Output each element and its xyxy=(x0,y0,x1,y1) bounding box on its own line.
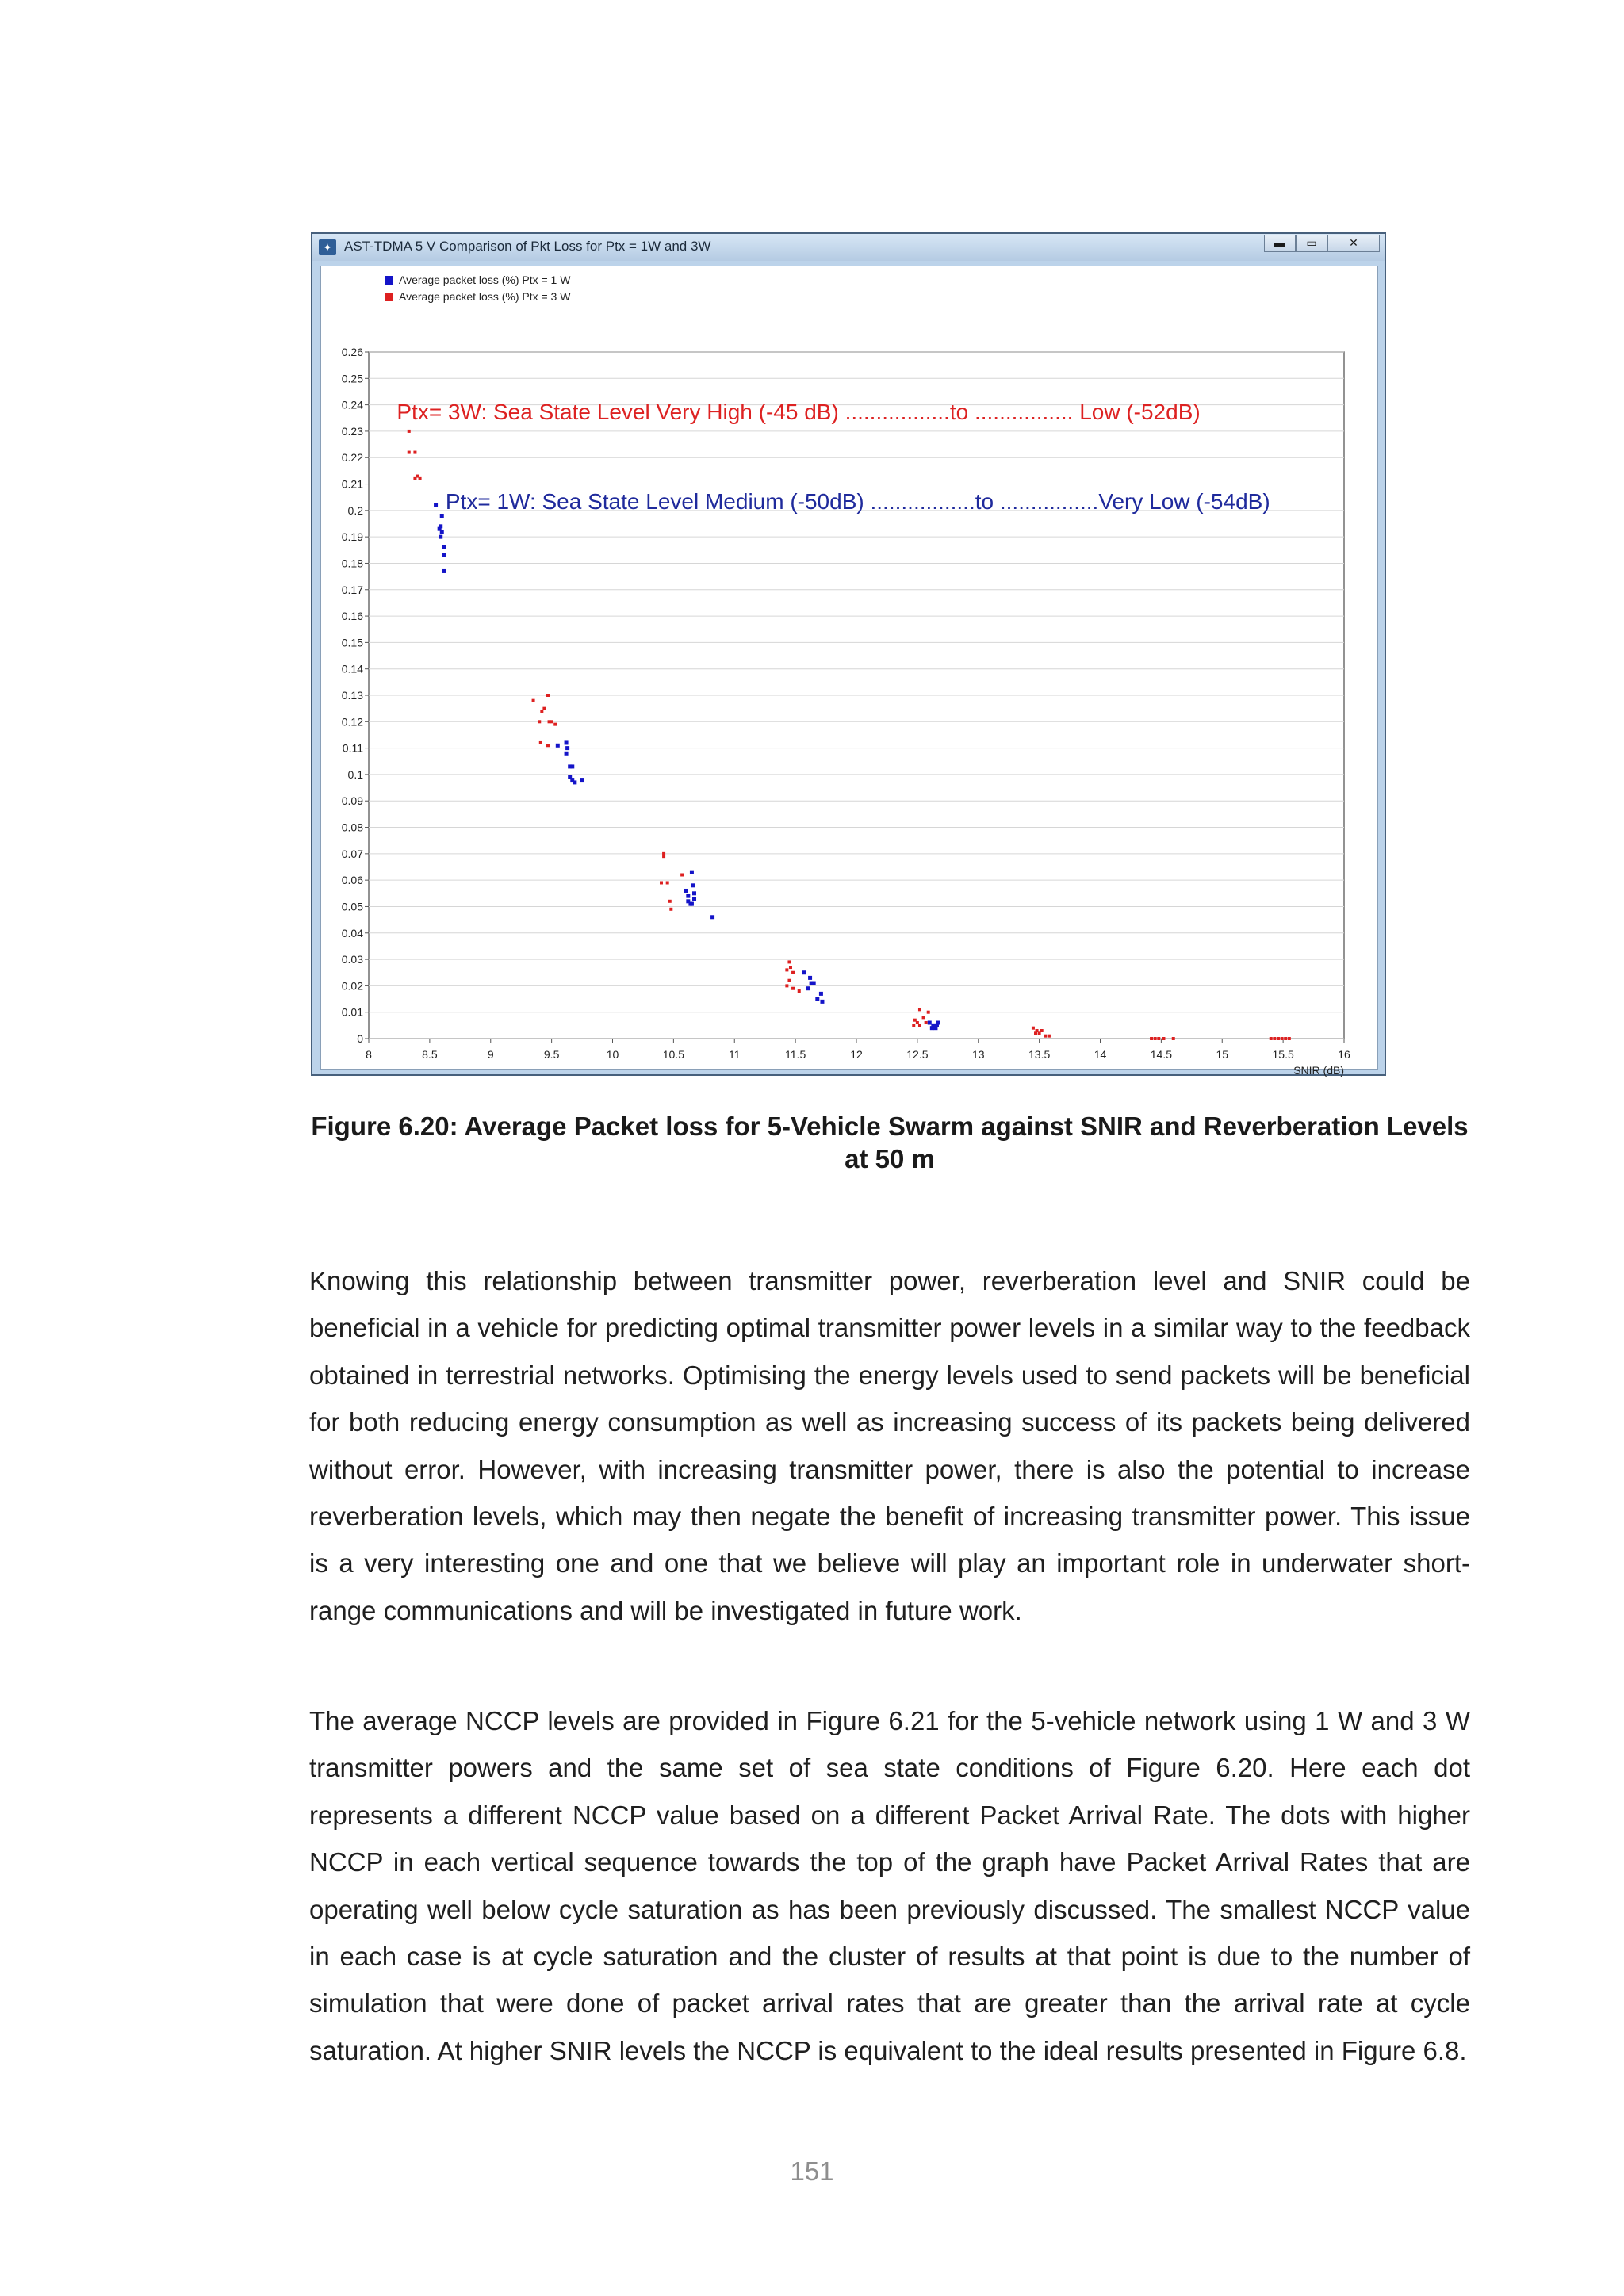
app-icon[interactable]: ✦ xyxy=(319,239,336,255)
data-point-3w xyxy=(666,881,669,884)
data-point-3w xyxy=(1044,1035,1047,1038)
data-point-3w xyxy=(1038,1031,1041,1035)
y-tick-label: 0.26 xyxy=(341,346,363,358)
data-point-3w xyxy=(1270,1037,1273,1040)
annotation-label: Ptx= 3W: Sea State Level Very High (-45 dB) .................to ................ Low (-52dB) xyxy=(396,399,1201,424)
data-point-3w xyxy=(419,477,422,480)
data-point-3w xyxy=(922,1016,925,1019)
data-point-3w xyxy=(668,900,672,903)
x-tick-label: 9 xyxy=(487,1048,494,1061)
data-point-1w xyxy=(440,530,444,534)
data-point-3w xyxy=(1277,1037,1280,1040)
close-icon: ✕ xyxy=(1349,236,1358,249)
x-tick-label: 13 xyxy=(971,1048,985,1061)
x-tick-label: 15 xyxy=(1216,1048,1229,1061)
data-point-1w xyxy=(442,553,446,557)
data-point-3w xyxy=(1281,1037,1284,1040)
data-point-3w xyxy=(540,710,543,713)
x-tick-label: 8.5 xyxy=(422,1048,438,1061)
data-point-1w xyxy=(815,997,819,1001)
data-point-1w xyxy=(928,1021,932,1025)
data-point-3w xyxy=(1048,1035,1051,1038)
data-point-3w xyxy=(408,451,411,454)
data-point-1w xyxy=(565,752,569,756)
y-tick-label: 0.17 xyxy=(341,583,363,596)
y-tick-label: 0.12 xyxy=(341,715,363,729)
y-tick-label: 0.19 xyxy=(341,530,363,544)
x-tick-label: 10.5 xyxy=(662,1048,684,1061)
close-button[interactable] xyxy=(1327,235,1380,252)
data-point-1w xyxy=(439,535,442,539)
data-point-1w xyxy=(690,902,694,906)
data-point-1w xyxy=(573,780,576,784)
data-point-1w xyxy=(806,986,810,990)
data-point-3w xyxy=(532,699,535,702)
y-tick-label: 0.1 xyxy=(347,767,363,781)
data-point-3w xyxy=(550,720,553,723)
y-tick-label: 0.09 xyxy=(341,794,363,808)
y-tick-label: 0.23 xyxy=(341,424,363,438)
y-tick-label: 0.13 xyxy=(341,689,363,702)
data-point-1w xyxy=(684,889,688,893)
data-point-1w xyxy=(691,883,695,887)
data-point-3w xyxy=(927,1011,930,1014)
data-point-1w xyxy=(565,740,569,744)
data-point-3w xyxy=(1284,1037,1287,1040)
y-tick-label: 0.01 xyxy=(341,1005,363,1019)
legend-label: Average packet loss (%) Ptx = 3 W xyxy=(399,290,571,303)
data-point-3w xyxy=(680,873,684,876)
window-titlebar[interactable] xyxy=(312,234,1385,261)
x-tick-label: 14 xyxy=(1094,1048,1107,1061)
y-tick-label: 0 xyxy=(357,1032,363,1045)
x-tick-label: 13.5 xyxy=(1028,1048,1051,1061)
y-tick-label: 0.06 xyxy=(341,874,363,887)
data-point-3w xyxy=(408,430,411,433)
data-point-1w xyxy=(570,764,574,768)
data-point-3w xyxy=(660,881,663,884)
y-tick-label: 0.05 xyxy=(341,900,363,913)
x-tick-label: 9.5 xyxy=(543,1048,560,1061)
y-tick-label: 0.16 xyxy=(341,610,363,623)
data-point-3w xyxy=(912,1024,915,1027)
body-paragraph-2: The average NCCP levels are provided in Figure 6.21 for the 5-vehicle network using 1 W and 3 W transmitter powers and the same set of sea state conditions of Figure 6.20. Here each dot represents a different NCCP value based on a different Packet Arrival Rate. The dots with higher NCCP in each vertical sequence towards the top of the graph have Packet Arrival Rates that are operating well below cycle saturation as has been previously discussed. The smallest NCCP value in each case is at cycle saturation and the cluster of results at that point is due to the number of simulation that were done of packet arrival rates that are greater than the arrival rate at cycle saturation. At higher SNIR levels the NCCP is equivalent to the ideal results presented in Figure 6.8. xyxy=(309,1706,1470,2065)
data-point-3w xyxy=(546,744,550,747)
data-point-3w xyxy=(538,720,541,723)
legend-swatch xyxy=(385,293,393,301)
maximize-icon: ▭ xyxy=(1306,236,1317,249)
x-tick-label: 14.5 xyxy=(1150,1048,1172,1061)
data-point-3w xyxy=(785,984,788,987)
data-point-1w xyxy=(812,982,816,985)
data-point-1w xyxy=(692,891,696,895)
chart-area xyxy=(320,266,1378,1077)
minimize-button[interactable] xyxy=(1264,235,1296,252)
data-point-3w xyxy=(787,960,791,963)
data-point-3w xyxy=(662,855,665,858)
data-point-1w xyxy=(442,569,446,573)
legend-label: Average packet loss (%) Ptx = 1 W xyxy=(399,274,571,286)
data-point-1w xyxy=(556,744,560,748)
data-point-1w xyxy=(690,871,694,874)
figure-caption: Figure 6.20: Average Packet loss for 5-Vehicle Swarm against SNIR and Reverberation Levels at 50 m xyxy=(311,1112,1469,1173)
x-tick-label: 15.5 xyxy=(1272,1048,1294,1061)
data-point-3w xyxy=(1288,1037,1291,1040)
data-point-3w xyxy=(1154,1037,1157,1040)
data-point-1w xyxy=(930,1026,934,1030)
y-tick-label: 0.22 xyxy=(341,451,363,465)
data-point-3w xyxy=(787,979,791,982)
legend-swatch xyxy=(385,276,393,285)
x-tick-label: 12.5 xyxy=(906,1048,929,1061)
scatter-chart xyxy=(321,266,1377,1077)
y-tick-label: 0.2 xyxy=(347,503,363,517)
data-point-3w xyxy=(918,1024,921,1027)
maximize-button[interactable] xyxy=(1296,235,1327,252)
data-point-1w xyxy=(580,778,584,782)
x-tick-label: 11.5 xyxy=(785,1048,806,1061)
data-point-3w xyxy=(413,477,416,480)
data-point-1w xyxy=(820,1000,824,1004)
y-tick-label: 0.24 xyxy=(341,398,363,411)
data-point-1w xyxy=(686,894,690,898)
data-point-3w xyxy=(1172,1037,1175,1040)
data-point-3w xyxy=(791,971,795,974)
data-point-3w xyxy=(413,451,416,454)
data-point-1w xyxy=(434,503,438,507)
chart-window xyxy=(311,232,1386,1076)
y-tick-label: 0.08 xyxy=(341,821,363,834)
x-tick-label: 10 xyxy=(606,1048,619,1061)
data-point-3w xyxy=(789,966,792,969)
data-point-3w xyxy=(1032,1027,1035,1030)
data-point-3w xyxy=(791,987,795,990)
data-point-1w xyxy=(442,545,446,549)
y-tick-label: 0.03 xyxy=(341,953,363,966)
data-point-3w xyxy=(1157,1037,1160,1040)
page-number: 151 xyxy=(790,2156,834,2186)
data-point-1w xyxy=(440,514,444,518)
y-tick-label: 0.18 xyxy=(341,557,363,570)
minimize-icon: ▬ xyxy=(1274,236,1285,249)
x-tick-label: 12 xyxy=(850,1048,863,1061)
data-point-3w xyxy=(925,1021,928,1024)
data-point-1w xyxy=(710,915,714,919)
data-point-3w xyxy=(553,723,557,726)
x-tick-label: 11 xyxy=(728,1048,741,1061)
data-point-3w xyxy=(1273,1037,1276,1040)
data-point-3w xyxy=(1150,1037,1153,1040)
y-tick-label: 0.07 xyxy=(341,847,363,860)
annotation-label: Ptx= 1W: Sea State Level Medium (-50dB) .................to ................Very Low (-54dB) xyxy=(445,489,1270,515)
data-point-1w xyxy=(565,746,569,750)
data-point-3w xyxy=(918,1008,921,1011)
x-tick-label: 8 xyxy=(366,1048,372,1061)
data-point-3w xyxy=(546,694,550,697)
y-tick-label: 0.11 xyxy=(342,741,363,755)
y-tick-label: 0.25 xyxy=(341,372,363,385)
window-title: AST-TDMA 5 V Comparison of Pkt Loss for Ptx = 1W and 3W xyxy=(344,239,711,254)
y-tick-label: 0.15 xyxy=(341,636,363,649)
data-point-3w xyxy=(669,908,672,911)
x-axis-label: SNIR (dB) xyxy=(1293,1064,1344,1077)
data-point-1w xyxy=(692,897,696,901)
x-tick-label: 16 xyxy=(1338,1048,1350,1061)
y-tick-label: 0.14 xyxy=(341,662,363,675)
data-point-3w xyxy=(798,989,801,993)
y-tick-label: 0.02 xyxy=(341,979,363,993)
data-point-1w xyxy=(819,992,823,996)
data-point-1w xyxy=(802,970,806,974)
data-point-1w xyxy=(808,976,812,980)
y-tick-label: 0.21 xyxy=(341,477,363,491)
data-point-3w xyxy=(1162,1037,1165,1040)
data-point-3w xyxy=(539,741,542,744)
data-point-1w xyxy=(933,1026,937,1030)
y-tick-label: 0.04 xyxy=(341,926,363,939)
data-point-3w xyxy=(1034,1031,1037,1035)
data-point-3w xyxy=(785,968,788,971)
body-paragraph-1: Knowing this relationship between transmitter power, reverberation level and SNIR could be beneficial in a vehicle for predicting optimal transmitter power levels in a similar way to the feedback obtained in terrestrial networks. Optimising the energy levels used to send packets will be beneficial for both reducing energy consumption as well as increasing success of its packets being delivered without error. However, with increasing transmitter power, there is also the potential to increase reverberation levels, which may then negate the benefit of increasing transmitter power. This issue is a very interesting one and one that we believe will play an important role in underwater short-range communications and will be investigated in future work. xyxy=(309,1266,1470,1625)
